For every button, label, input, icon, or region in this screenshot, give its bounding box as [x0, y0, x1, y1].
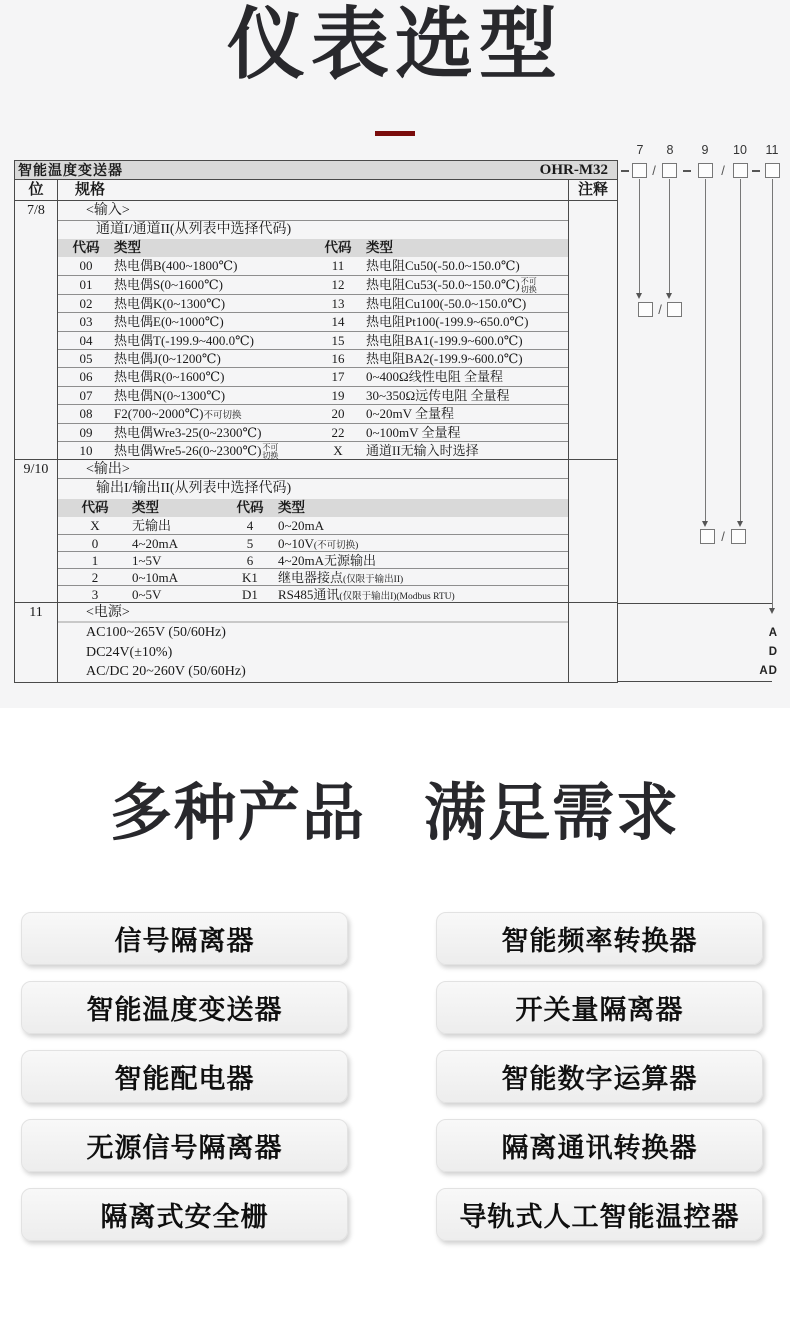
power-options — [58, 623, 568, 682]
type-cell — [366, 387, 568, 405]
code-dash — [621, 170, 629, 172]
code-cell: 07 — [79, 387, 93, 403]
input-code-box-1 — [638, 302, 653, 317]
code-row — [58, 568, 568, 585]
code-cell: 16 — [331, 350, 345, 366]
type-text: 热电阻Cu50(-50.0~150.0℃) — [366, 258, 520, 273]
power-code-a: A — [768, 627, 778, 639]
type-cell — [366, 313, 568, 331]
type-text: 继电器接点 — [278, 570, 344, 586]
type-text: 0~400Ω线性电阻 全量程 — [366, 369, 503, 385]
digit-8: 8 — [666, 143, 674, 157]
code-box-10 — [733, 163, 748, 178]
type-cell — [278, 552, 568, 569]
type-text: 热电偶J(0~1200℃) — [114, 350, 221, 366]
code-row — [58, 294, 568, 312]
type-cell — [114, 257, 310, 275]
product-button[interactable]: 智能频率转换器 — [436, 912, 763, 965]
code-row — [58, 551, 568, 568]
section-spec — [58, 201, 568, 459]
hdr-code2: 代码 — [236, 500, 264, 516]
code-row — [58, 331, 568, 349]
products-heading — [0, 763, 790, 852]
type-text: RS485通讯 — [278, 587, 340, 603]
group-label: <输出> — [58, 460, 568, 479]
type-text: 热电偶S(0~1600℃) — [114, 277, 223, 293]
model-code: OHR-M32 — [539, 161, 608, 178]
type-text: 4~20mA — [132, 536, 179, 552]
type-text: 热电阻Cu100(-50.0~150.0℃) — [366, 295, 527, 311]
code-cell: X — [90, 518, 100, 534]
type-cell — [366, 405, 568, 425]
output-section — [15, 460, 617, 603]
output-code-box-1 — [700, 529, 715, 544]
note-line: 不可 — [262, 442, 279, 452]
code-cell: 01 — [79, 277, 93, 293]
output-code-rows — [58, 517, 568, 602]
hdr-code1: 代码 — [81, 500, 109, 516]
code-cell: 5 — [246, 536, 254, 552]
type-text: 通道II无输入时选择 — [366, 442, 479, 458]
type-text: 热电偶K(0~1300℃) — [114, 295, 226, 311]
type-text: 30~350Ω远传电阻 全量程 — [366, 387, 510, 403]
product-buttons-right-column — [436, 912, 763, 1257]
product-button[interactable]: 隔离式安全栅 — [21, 1188, 348, 1241]
code-cell: 02 — [79, 295, 93, 311]
digit-9: 9 — [701, 143, 709, 157]
digit-10: 10 — [733, 143, 747, 157]
type-cell — [366, 424, 568, 442]
code-cell: 3 — [91, 587, 99, 603]
code-box-8 — [662, 163, 677, 178]
code-row — [58, 534, 568, 551]
arrow-down-icon — [666, 293, 672, 299]
code-cell: 12 — [331, 277, 345, 293]
power-section — [15, 603, 617, 682]
product-button[interactable]: 智能配电器 — [21, 1050, 348, 1103]
section-pos: 9/10 — [15, 460, 58, 602]
note-cell — [568, 603, 617, 682]
hdr-type2: 类型 — [366, 240, 393, 255]
code-cell: 06 — [79, 369, 93, 385]
table-title-band — [15, 161, 617, 180]
type-cell — [366, 295, 568, 313]
code-row — [58, 386, 568, 404]
code-box-7 — [632, 163, 647, 178]
type-text: 热电偶N(0~1300℃) — [114, 387, 226, 403]
type-cell — [278, 517, 568, 534]
type-text: 0~20mV 全量程 — [366, 406, 455, 422]
type-cell — [114, 313, 310, 331]
note-line: 不可 — [520, 277, 537, 287]
selection-table — [14, 160, 618, 683]
connector-line-8 — [669, 179, 670, 293]
group-label: <电源> — [58, 603, 568, 623]
power-code-ad: AD — [759, 665, 778, 677]
power-option: AC100~265V (50/60Hz) — [86, 625, 226, 641]
code-box-9 — [698, 163, 713, 178]
type-text: 热电偶Wre3-25(0~2300℃) — [114, 424, 262, 440]
code-row — [58, 423, 568, 441]
note-cell — [568, 460, 617, 602]
code-row — [58, 275, 568, 293]
code-slash: / — [658, 302, 662, 317]
type-text: 0~5V — [132, 587, 162, 603]
code-cell: 19 — [331, 387, 345, 403]
type-text: 1~5V — [132, 553, 162, 569]
code-cell: 22 — [331, 424, 345, 440]
product-button[interactable]: 开关量隔离器 — [436, 981, 763, 1034]
code-cell: 1 — [91, 553, 99, 569]
power-option: AC/DC 20~260V (50/60Hz) — [86, 664, 246, 680]
type-text: 热电阻Cu53(-50.0~150.0℃) — [366, 277, 520, 293]
hdr-code1: 代码 — [72, 240, 100, 255]
product-button[interactable]: 智能数字运算器 — [436, 1050, 763, 1103]
type-text: 热电偶E(0~1000℃) — [114, 314, 224, 330]
type-cell — [114, 350, 310, 368]
code-cell: 0 — [91, 536, 99, 552]
code-row — [58, 349, 568, 367]
code-slash: / — [721, 529, 725, 544]
type-cell — [366, 276, 568, 294]
code-dash — [752, 170, 760, 172]
product-button[interactable]: 智能温度变送器 — [21, 981, 348, 1034]
type-text: 0~20mA — [278, 518, 325, 534]
code-slash: / — [721, 163, 725, 178]
code-cell: K1 — [242, 570, 258, 586]
connector-line-11 — [772, 179, 773, 608]
note-stacked — [521, 278, 537, 294]
products-heading-right: 满足需求 — [424, 779, 681, 848]
connector-line-10 — [740, 179, 741, 521]
product-button[interactable]: 隔离通讯转换器 — [436, 1119, 763, 1172]
group-label: <输入> — [58, 201, 568, 221]
code-cell: 20 — [331, 406, 345, 422]
code-cell: 05 — [79, 350, 93, 366]
code-cell: 17 — [331, 369, 345, 385]
power-code-d: D — [768, 646, 778, 658]
table-column-header — [15, 180, 617, 201]
col-header-note: 注释 — [568, 180, 617, 200]
code-row — [58, 404, 568, 422]
code-cell: 00 — [79, 258, 93, 273]
type-cell — [366, 332, 568, 350]
code-cell: 08 — [79, 406, 93, 422]
section-pos: 7/8 — [15, 201, 58, 459]
type-text: 热电偶B(400~1800℃) — [114, 258, 238, 273]
code-row — [58, 585, 568, 602]
power-option: DC24V(±10%) — [86, 644, 173, 660]
page-title: 仪表选型 — [226, 0, 563, 88]
type-cell — [114, 442, 310, 460]
type-cell — [114, 368, 310, 386]
product-buttons-left-column — [21, 912, 348, 1257]
type-cell — [114, 276, 310, 294]
arrow-down-icon — [737, 521, 743, 527]
note-cell — [568, 201, 617, 459]
product-button[interactable]: 信号隔离器 — [21, 912, 348, 965]
digit-7: 7 — [636, 143, 644, 157]
power-bracket-bottom-line — [618, 681, 772, 682]
type-text: 0~100mV 全量程 — [366, 424, 461, 440]
note-stacked — [262, 444, 278, 460]
type-text: 热电偶T(-199.9~400.0℃) — [114, 332, 255, 348]
type-cell — [366, 368, 568, 386]
type-text: 热电阻Pt100(-199.9~650.0℃) — [366, 314, 529, 330]
product-name: 智能温度变送器 — [18, 164, 123, 179]
code-cell: 2 — [91, 570, 99, 586]
note-inline: (仅限于输出II) — [343, 575, 404, 586]
type-cell — [114, 295, 310, 313]
digit-11: 11 — [765, 143, 779, 157]
type-text: 0~10V — [278, 536, 314, 552]
connector-line-7 — [639, 179, 640, 293]
note-inline: (不可切换) — [313, 541, 359, 552]
input-code-box-2 — [667, 302, 682, 317]
product-button[interactable]: 导轨式人工智能温控器 — [436, 1188, 763, 1241]
hdr-code2: 代码 — [324, 240, 352, 255]
arrow-down-icon — [636, 293, 642, 299]
hdr-type1: 类型 — [114, 240, 141, 255]
output-code-box-2 — [731, 529, 746, 544]
code-slash: / — [652, 163, 656, 178]
code-table-header — [58, 499, 568, 517]
hdr-type1: 类型 — [132, 500, 159, 516]
code-cell: X — [333, 442, 343, 458]
section-spec — [58, 603, 568, 682]
code-cell: 14 — [331, 314, 345, 330]
code-table-header — [58, 239, 568, 257]
code-cell: 09 — [79, 424, 93, 440]
code-row — [58, 312, 568, 330]
power-bracket-top-line — [618, 603, 772, 604]
type-cell — [114, 424, 310, 442]
code-cell: 6 — [246, 553, 254, 569]
section-spec — [58, 460, 568, 602]
code-row — [58, 517, 568, 534]
type-text: 热电阻BA2(-199.9~600.0℃) — [366, 350, 523, 366]
col-header-spec: 规格 — [75, 182, 106, 198]
code-cell: D1 — [242, 587, 258, 603]
code-cell: 03 — [79, 314, 93, 330]
type-text: 热电阻BA1(-199.9~600.0℃) — [366, 332, 523, 348]
type-cell — [114, 387, 310, 405]
code-cell: 04 — [79, 332, 93, 348]
input-section — [15, 201, 617, 460]
code-cell: 15 — [331, 332, 345, 348]
type-text: 4~20mA无源输出 — [278, 553, 377, 569]
type-cell — [132, 517, 222, 534]
arrow-down-icon — [769, 608, 775, 614]
code-row — [58, 257, 568, 275]
col-header-pos: 位 — [15, 180, 58, 200]
type-cell — [132, 552, 222, 569]
note-inline: (仅限于输出I)(Modbus RTU) — [339, 592, 455, 603]
code-dash — [683, 170, 691, 172]
type-text: F2(700~2000℃) — [114, 406, 204, 422]
type-text: 热电偶Wre5-26(0~2300℃) — [114, 442, 262, 458]
code-cell: 11 — [331, 258, 345, 273]
section-pos: 11 — [15, 603, 58, 682]
arrow-down-icon — [702, 521, 708, 527]
note-line: 切换 — [520, 285, 537, 295]
note-inline: 不可切换 — [203, 411, 242, 422]
code-cell: 13 — [331, 295, 345, 311]
group-subtitle: 输出I/输出II(从列表中选择代码) — [96, 481, 292, 497]
type-cell — [366, 257, 568, 275]
type-text: 0~10mA — [132, 570, 179, 586]
code-row — [58, 441, 568, 459]
type-cell — [114, 405, 310, 425]
product-button[interactable]: 无源信号隔离器 — [21, 1119, 348, 1172]
connector-line-9 — [705, 179, 706, 521]
type-text: 热电偶R(0~1600℃) — [114, 369, 225, 385]
group-subtitle: 通道I/通道II(从列表中选择代码) — [96, 222, 292, 237]
note-line: 切换 — [262, 450, 279, 460]
code-cell: 4 — [246, 518, 254, 534]
type-text: 无输出 — [132, 518, 172, 534]
type-cell — [114, 332, 310, 350]
title-accent-dash — [375, 131, 415, 136]
code-cell: 10 — [79, 442, 93, 458]
type-cell — [366, 350, 568, 368]
code-box-11 — [765, 163, 780, 178]
input-code-rows — [58, 257, 568, 459]
type-cell — [366, 442, 568, 460]
code-row — [58, 367, 568, 385]
hdr-type2: 类型 — [278, 500, 305, 516]
products-heading-left: 多种产品 — [109, 779, 366, 848]
